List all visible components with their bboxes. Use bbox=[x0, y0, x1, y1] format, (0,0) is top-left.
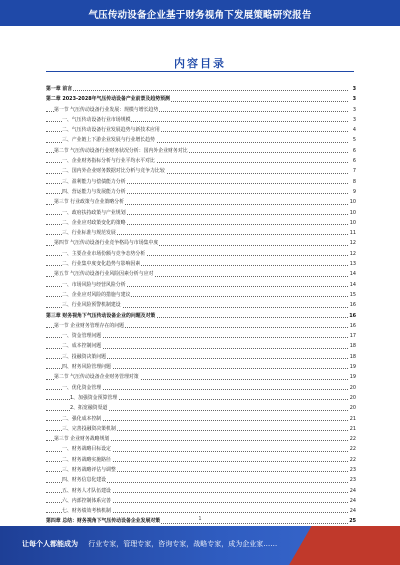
toc-entry-page: 19 bbox=[349, 372, 356, 382]
toc-entry[interactable] bbox=[46, 383, 356, 393]
toc-entry-page: 22 bbox=[349, 434, 356, 444]
toc-entry-page: 20 bbox=[349, 383, 356, 393]
toc-entry-title: 2、拓宽融资渠道 bbox=[70, 405, 108, 412]
toc-entry-title: 第三节 企业财务战略规划 bbox=[54, 436, 110, 443]
toc-entry-page: 3 bbox=[352, 115, 356, 125]
toc-entry-page: 16 bbox=[349, 300, 356, 310]
toc-entry-title: 一、优化资金管理 bbox=[62, 384, 102, 391]
toc-entry-title: 第四章 总结：财务视角下气压传动设备企业发展对策 bbox=[46, 518, 161, 525]
toc-entry[interactable] bbox=[46, 311, 356, 321]
toc-entry[interactable] bbox=[46, 393, 356, 403]
toc-entry[interactable] bbox=[46, 444, 356, 454]
toc-entry-title: 1、加强资金预算管理 bbox=[70, 394, 118, 401]
toc-entry[interactable] bbox=[46, 94, 356, 104]
toc-entry-title: 第一章 前言 bbox=[46, 86, 73, 92]
toc-entry-page: 5 bbox=[352, 135, 356, 145]
toc-divider bbox=[46, 71, 354, 72]
toc-heading: 内容目录 bbox=[174, 57, 226, 70]
toc-entry-title: 第三节 行业政策与企业策略分析 bbox=[54, 199, 125, 206]
toc-entry[interactable] bbox=[46, 218, 356, 228]
toc-entry-title: 一、主要企业市场份额与竞争态势分析 bbox=[62, 250, 146, 257]
toc-entry-page: 4 bbox=[352, 125, 356, 135]
toc-entry[interactable] bbox=[46, 496, 356, 506]
toc-entry-page: 24 bbox=[349, 506, 356, 516]
footer-tagline: 行业专家，管理专家，咨询专家，战略专家，成为企业家…… bbox=[88, 540, 278, 548]
toc-entry[interactable] bbox=[46, 135, 356, 145]
toc-entry[interactable] bbox=[46, 177, 356, 187]
toc-entry[interactable] bbox=[46, 228, 356, 238]
toc-entry-title: 第二节 气压传动设备企业财务管理对策 bbox=[54, 374, 139, 381]
toc-entry-title: 四、财务风险管理问题 bbox=[62, 364, 111, 371]
toc-entry[interactable] bbox=[46, 372, 356, 382]
toc-entry-title: 一、政府扶持政策与产业规划 bbox=[62, 209, 126, 216]
toc-entry-page: 11 bbox=[349, 228, 356, 238]
toc-entry-title: 二、行业集中度变化趋势与影响因素 bbox=[62, 261, 141, 268]
toc-entry-title: 一、企业财务指标分析与行业平均水平对比 bbox=[62, 158, 155, 165]
toc-entry-title: 第二章 2023-2028年气压传动设备产业前景及趋势预测 bbox=[46, 96, 170, 103]
toc-entry-title: 三、盈利能力与偿债能力分析 bbox=[62, 178, 126, 185]
toc-entry-page: 10 bbox=[349, 197, 356, 207]
toc-entry-page: 14 bbox=[349, 280, 356, 290]
toc-entry[interactable] bbox=[46, 424, 356, 434]
toc-entry-page: 17 bbox=[349, 331, 356, 341]
toc-entry-page: 6 bbox=[352, 156, 356, 166]
toc-entry[interactable] bbox=[46, 414, 356, 424]
toc-entry-page: 20 bbox=[349, 393, 356, 403]
toc-entry-page: 8 bbox=[352, 177, 356, 187]
toc-entry-page: 7 bbox=[352, 166, 356, 176]
toc-entry-page: 23 bbox=[349, 475, 356, 485]
toc-entry[interactable] bbox=[46, 403, 356, 413]
toc-entry-title: 第三章 财务视角下气压传动设备企业的问题及对策 bbox=[46, 312, 156, 319]
toc-entry-title: 七、财务绩效考核机制 bbox=[62, 508, 111, 515]
toc-entry-title: 三、行业标准与规范发展 bbox=[62, 230, 116, 237]
toc-entry-page: 13 bbox=[349, 259, 356, 269]
toc-entry-page: 3 bbox=[352, 84, 356, 94]
toc-entry[interactable] bbox=[46, 146, 356, 156]
toc-entry-title: 一、资金管理问题 bbox=[62, 333, 102, 340]
toc-entry[interactable] bbox=[46, 208, 356, 218]
toc-entry[interactable] bbox=[46, 506, 356, 516]
toc-entry[interactable] bbox=[46, 352, 356, 362]
footer-slogan: 让每个人都能成为 bbox=[22, 540, 78, 548]
toc-entry[interactable] bbox=[46, 331, 356, 341]
toc-entry[interactable] bbox=[46, 300, 356, 310]
toc-entry[interactable] bbox=[46, 84, 356, 94]
report-header bbox=[0, 0, 400, 26]
toc-entry[interactable] bbox=[46, 105, 356, 115]
toc-entry[interactable] bbox=[46, 115, 356, 125]
toc-entry-title: 四、营运能力与发展能力分析 bbox=[62, 188, 126, 195]
toc-entry-page: 14 bbox=[349, 269, 356, 279]
toc-entry-title: 第一节 企业财务管理存在的问题 bbox=[54, 322, 125, 329]
toc-entry-title: 二、企业应对政策变化的策略 bbox=[62, 219, 126, 226]
table-of-contents bbox=[46, 84, 356, 527]
toc-entry[interactable] bbox=[46, 269, 356, 279]
toc-entry-title: 三、行业风险预警机制建设 bbox=[62, 302, 121, 309]
report-title: 气压传动设备企业基于财务视角下发展策略研究报告 bbox=[88, 10, 312, 21]
toc-entry-page: 25 bbox=[348, 516, 356, 526]
toc-entry-page: 22 bbox=[349, 444, 356, 454]
toc-entry-title: 二、气压传动设备行业发展趋势与新技术应用 bbox=[62, 127, 160, 134]
toc-entry-page: 3 bbox=[352, 105, 356, 115]
toc-entry-page: 18 bbox=[349, 341, 356, 351]
toc-entry-title: 一、市场风险与经营风险分析 bbox=[62, 281, 126, 288]
toc-entry-page: 23 bbox=[349, 465, 356, 475]
toc-entry-page: 6 bbox=[352, 146, 356, 156]
toc-entry-title: 第四节 气压传动设备行业竞争格局与市场集中度 bbox=[54, 240, 159, 247]
toc-entry-title: 二、强化成本控制 bbox=[62, 415, 102, 422]
toc-entry[interactable] bbox=[46, 486, 356, 496]
toc-entry[interactable] bbox=[46, 197, 356, 207]
toc-entry[interactable] bbox=[46, 156, 356, 166]
toc-entry-page: 21 bbox=[349, 414, 356, 424]
toc-entry-title: 一、气压传动设备行业市场规模 bbox=[62, 116, 131, 123]
toc-entry-page: 18 bbox=[349, 352, 356, 362]
toc-entry[interactable] bbox=[46, 362, 356, 372]
toc-leader-dots bbox=[46, 90, 348, 91]
toc-entry-page: 24 bbox=[349, 496, 356, 506]
toc-entry-title: 二、财务战略实施路径 bbox=[62, 456, 111, 463]
toc-entry-title: 二、企业应对风险的措施与建议 bbox=[62, 291, 131, 298]
toc-entry-title: 一、财务战略目标设定 bbox=[62, 446, 111, 453]
toc-entry-page: 16 bbox=[348, 311, 356, 321]
toc-entry-page: 24 bbox=[349, 486, 356, 496]
toc-entry-title: 第一节 气压传动设备行业发展：规模与增长趋势 bbox=[54, 106, 159, 113]
toc-entry-title: 三、投融资决策问题 bbox=[62, 353, 107, 360]
footer-text bbox=[22, 539, 277, 549]
toc-entry-title: 四、财务信息化建设 bbox=[62, 477, 107, 484]
toc-entry-title: 三、完善投融资决策机制 bbox=[62, 425, 116, 432]
toc-entry[interactable] bbox=[46, 321, 356, 331]
toc-entry-page: 20 bbox=[349, 403, 356, 413]
toc-entry-page: 10 bbox=[349, 208, 356, 218]
toc-entry-page: 16 bbox=[349, 321, 356, 331]
toc-entry[interactable] bbox=[46, 249, 356, 259]
page-number: 1 bbox=[198, 516, 202, 522]
toc-entry-page: 12 bbox=[349, 238, 356, 248]
toc-entry-page: 21 bbox=[349, 424, 356, 434]
toc-entry-page: 19 bbox=[349, 362, 356, 372]
toc-entry-page: 15 bbox=[349, 290, 356, 300]
toc-entry[interactable] bbox=[46, 259, 356, 269]
toc-entry-title: 第五节 气压传动设备行业风险因素分析与应对 bbox=[54, 271, 154, 278]
toc-entry-page: 3 bbox=[352, 94, 356, 104]
toc-entry-title: 三、财务战略评估与调整 bbox=[62, 466, 116, 473]
toc-entry-title: 二、国内外企业财务数据对比分析与竞争力比较 bbox=[62, 168, 165, 175]
toc-entry-title: 二、成本控制问题 bbox=[62, 343, 102, 350]
toc-entry[interactable] bbox=[46, 187, 356, 197]
toc-entry-title: 三、产业链上下游企业发展与行业增长趋势 bbox=[62, 137, 155, 144]
footer-banner bbox=[0, 526, 400, 565]
toc-entry[interactable] bbox=[46, 290, 356, 300]
toc-entry-page: 12 bbox=[349, 249, 356, 259]
toc-entry[interactable] bbox=[46, 280, 356, 290]
toc-entry[interactable] bbox=[46, 125, 356, 135]
toc-entry-title: 五、财务人才队伍建设 bbox=[62, 487, 111, 494]
toc-entry[interactable] bbox=[46, 341, 356, 351]
toc-entry[interactable] bbox=[46, 475, 356, 485]
toc-entry-page: 9 bbox=[352, 187, 356, 197]
toc-entry-page: 22 bbox=[349, 455, 356, 465]
toc-entry-page: 10 bbox=[349, 218, 356, 228]
toc-entry[interactable] bbox=[46, 434, 356, 444]
toc-entry[interactable] bbox=[46, 166, 356, 176]
toc-entry-title: 第二节 气压传动设备行业财务状况分析：国内外企业财务对比 bbox=[54, 147, 188, 154]
toc-entry[interactable] bbox=[46, 238, 356, 248]
toc-entry[interactable] bbox=[46, 455, 356, 465]
toc-entry[interactable] bbox=[46, 465, 356, 475]
toc-entry-title: 六、内部控制体系完善 bbox=[62, 497, 111, 504]
footer-accent-shape bbox=[283, 526, 400, 565]
